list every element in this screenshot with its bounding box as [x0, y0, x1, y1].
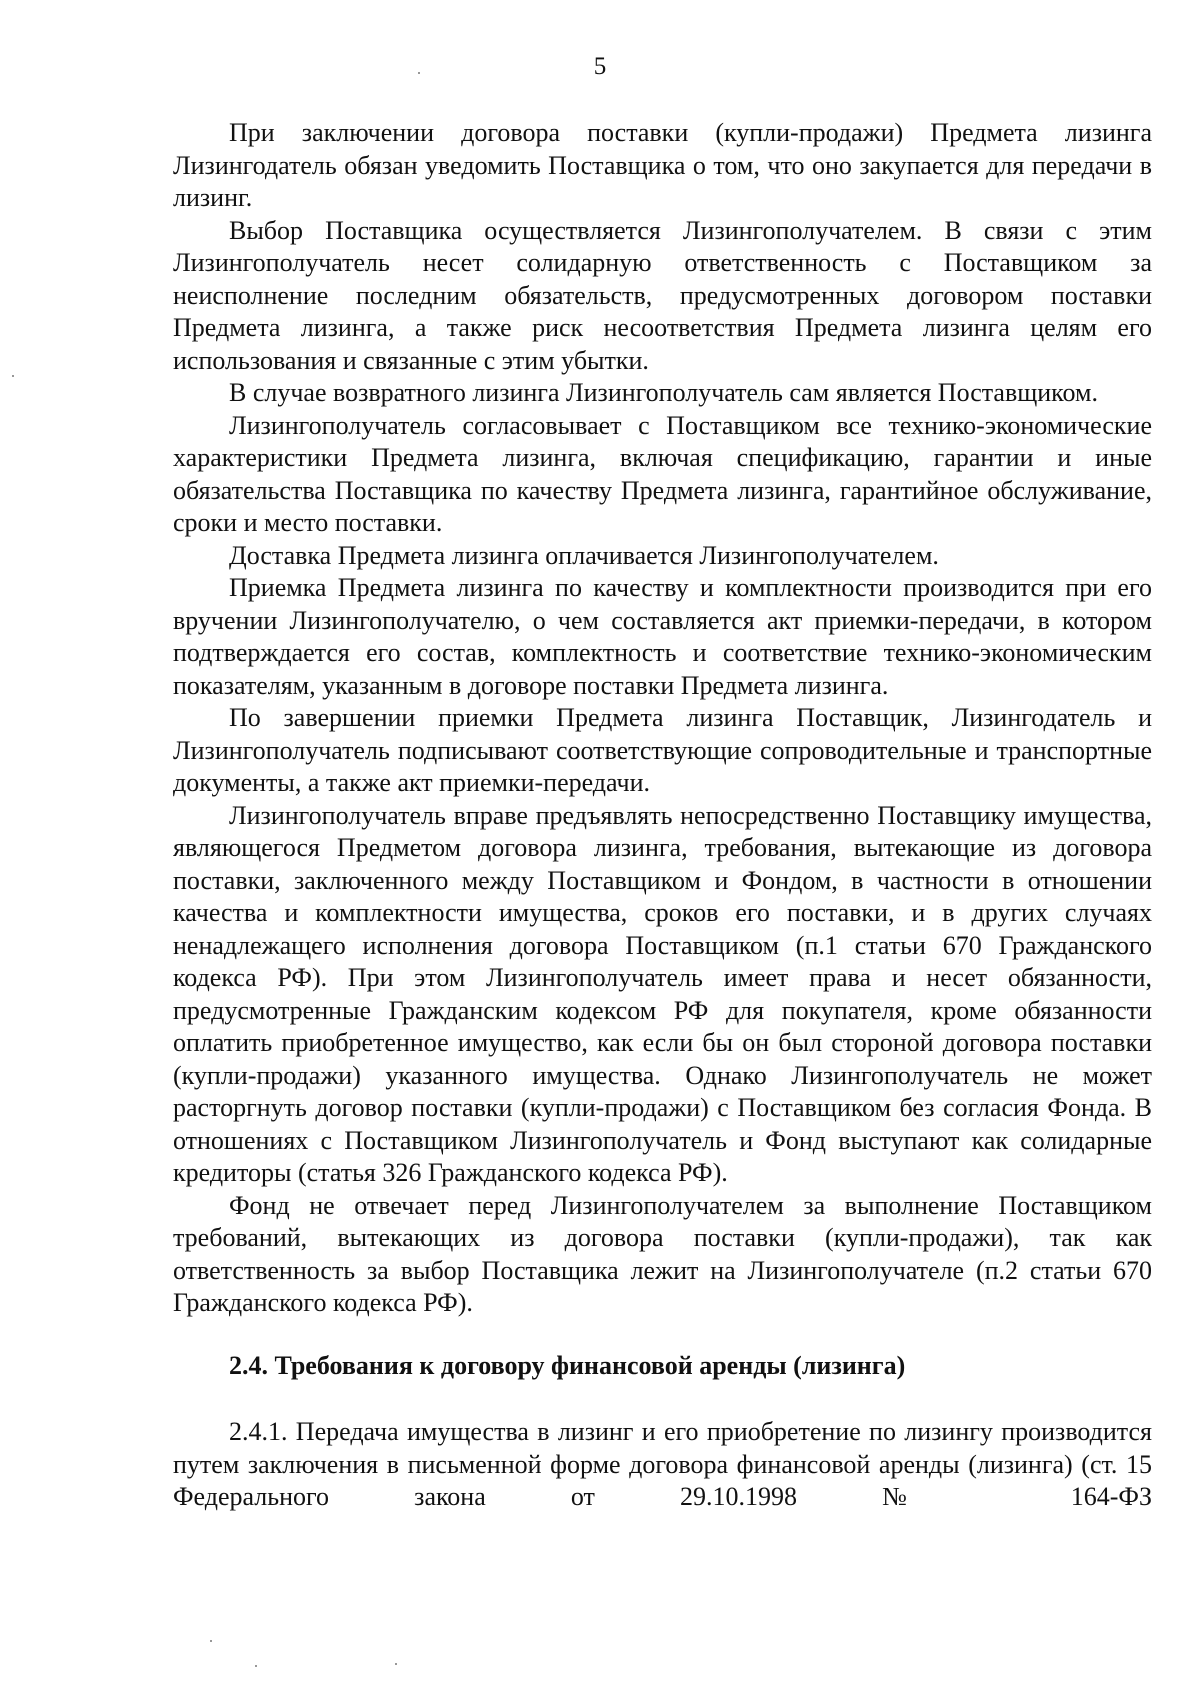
section-heading-2-4: 2.4. Требования к договору финансовой аренды (лизинга): [229, 1350, 906, 1380]
scan-speck: [255, 1665, 257, 1667]
paragraph-supplier-selection: Выбор Поставщика осуществляется Лизингополучателем. В связи с этим Лизингополучатель несет солидарную ответственность с Поставщиком за неисполнение последним обязательств, предусмотренных договором поставки Предмета лизинга, а также риск несоответствия Предмета лизинга целям его использования и связанные с этим убытки.: [173, 215, 1152, 375]
paragraph-acceptance: Приемка Предмета лизинга по качеству и комплектности производится при его вручении Лизингополучателю, о чем составляется акт приемки-передачи, в котором подтверждается его состав, комплектность и соответствие технико-экономическим показателям, указанным в договоре поставки Предмета лизинга.: [173, 573, 1152, 700]
scan-speck: [395, 1663, 397, 1665]
paragraph-delivery-payment: Доставка Предмета лизинга оплачивается Лизингополучателем.: [229, 540, 939, 570]
paragraph-supply-contract-notice: При заключении договора поставки (купли-продажи) Предмета лизинга Лизингодатель обязан уведомить Поставщика о том, что оно закупается для передачи в лизинг.: [173, 118, 1152, 212]
paragraph-return-leasing: В случае возвратного лизинга Лизингополучатель сам является Поставщиком.: [229, 378, 1098, 407]
document-body: [173, 117, 1152, 1514]
paragraph-technical-specs: Лизингополучатель согласовывает с Поставщиком все технико-экономические характеристики Предмета лизинга, включая спецификацию, гарантии и иные обязательства Поставщика по качеству Предмета лизинга, гарантийное обслуживание, сроки и место поставки.: [173, 410, 1152, 537]
paragraph-lessee-claims: Лизингополучатель вправе предъявлять непосредственно Поставщику имущества, являющегося Предметом договора лизинга, требования, вытекающие из договора поставки, заключенного между Поставщиком и Фондом, в частности в отношении качества и комплектности имущества, сроков его поставки, и в других случаях ненадлежащего исполнения договора Поставщиком (п.1 статьи 670 Гражданского кодекса РФ). При этом Лизингополучатель имеет права и несет обязанности, предусмотренные Гражданским кодексом РФ для покупателя, кроме обязанности оплатить приобретенное имущество, как если бы он был стороной договора поставки (купли-продажи) указанного имущества. Однако Лизингополучатель не может расторгнуть договор поставки (купли-продажи) с Поставщиком без согласия Фонда. В отношениях с Поставщиком Лизингополучатель и Фонд выступают как солидарные кредиторы (статья 326 Гражданского кодекса РФ).: [173, 800, 1152, 1187]
paragraph-signing-documents: По завершении приемки Предмета лизинга Поставщик, Лизингодатель и Лизингополучатель подписывают соответствующие сопроводительные и транспортные документы, а также акт приемки-передачи.: [173, 703, 1152, 797]
scan-speck: [12, 375, 14, 377]
scan-speck: [418, 72, 420, 74]
scan-speck: [210, 1640, 212, 1642]
page-number: 5: [593, 53, 607, 80]
paragraph-2-4-1: 2.4.1. Передача имущества в лизинг и его приобретение по лизингу производится путем заключения в письменной форме договора финансовой аренды (лизинга) (ст. 15 Федерального закона от 29.10.1998 № 164-ФЗ: [173, 1417, 1152, 1511]
paragraph-fund-liability: Фонд не отвечает перед Лизингополучателем за выполнение Поставщиком требований, вытекающих из договора поставки (купли-продажи), так как ответственность за выбор Поставщика лежит на Лизингополучателе (п.2 статьи 670 Гражданского кодекса РФ).: [173, 1190, 1152, 1317]
